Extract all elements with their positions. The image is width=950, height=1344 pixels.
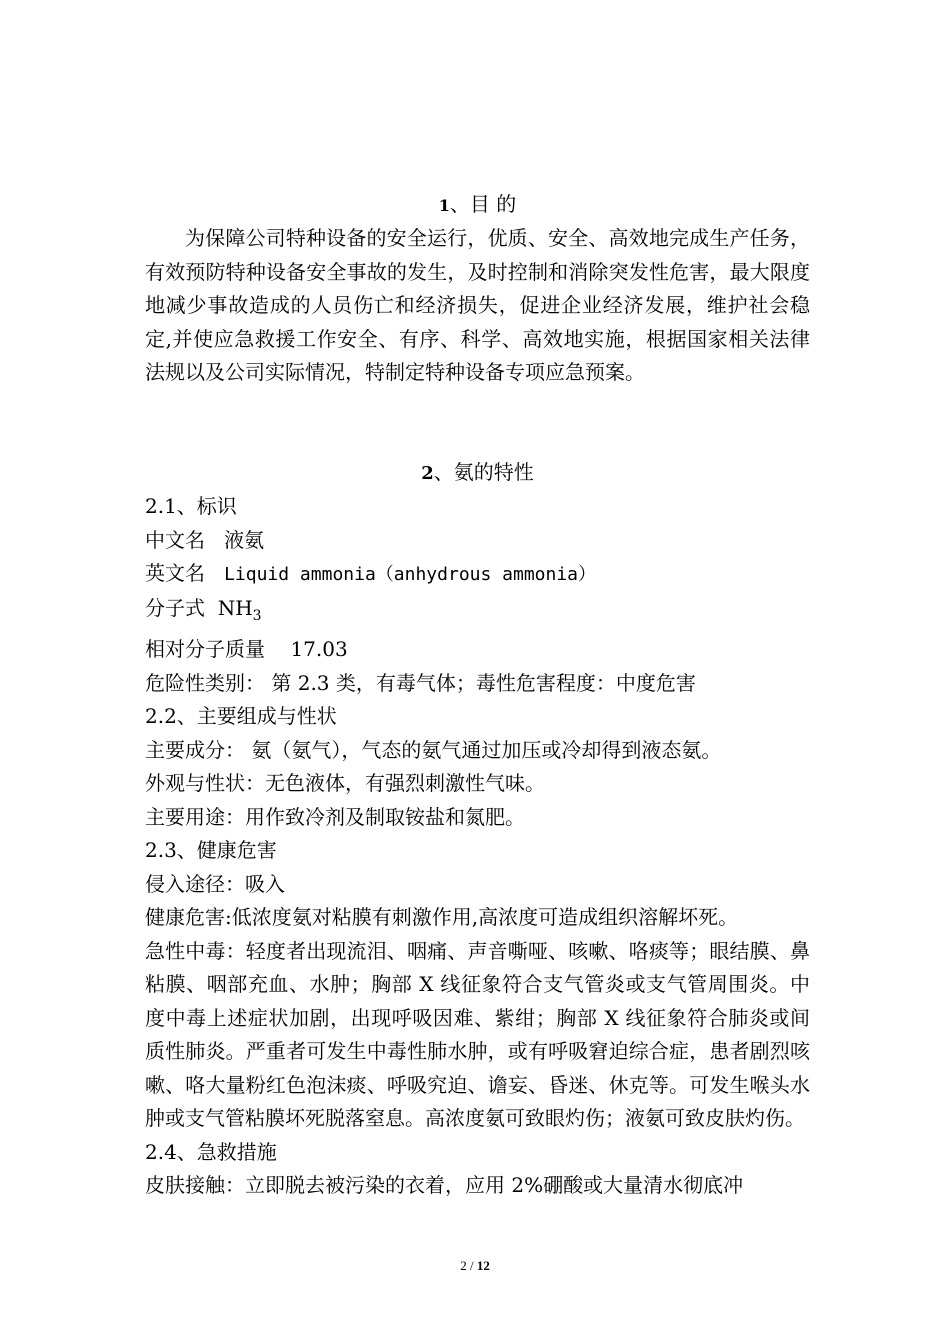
- composition: 主要成分： 氨（氨气），气态的氨气通过加压或冷却得到液态氨。: [145, 737, 722, 762]
- hazard-class: 危险性类别： 第 2.3 类，有毒气体；毒性危害程度：中度危害: [145, 670, 696, 695]
- molecular-mass-label: 相对分子质量: [145, 637, 265, 661]
- section-2-number: 2: [421, 463, 434, 484]
- subsection-2-3-title: 2.3、健康危害: [145, 838, 277, 862]
- appearance: 外观与性状：无色液体，有强烈刺激性气味。: [145, 771, 545, 795]
- section-1-heading: [145, 188, 810, 222]
- section-1-number: 1: [438, 196, 450, 215]
- formula-label: 分子式: [145, 595, 205, 620]
- subsection-2-2-title: 2.2、主要组成与性状: [145, 704, 337, 728]
- formula-subscript: 3: [252, 607, 262, 624]
- usage: 主要用途：用作致冷剂及制取铵盐和氮肥。: [145, 804, 525, 829]
- section-1-paragraph: 为保障公司特种设备的安全运行，优质、安全、高效地完成生产任务，有效预防特种设备安全事故的发生，及时控制和消除突发性危害，最大限度地减少事故造成的人员伤亡和经济损失，促进企业经济发展，维护社会稳定,并使应急救援工作安全、有序、科学、高效地实施，根据国家相关法律法规以及公司实际情况，特制定特种设备专项应急预案。: [145, 226, 810, 384]
- section-2-title: 、氨的特性: [433, 460, 534, 484]
- chinese-name-value: 液氨: [224, 527, 265, 552]
- page-number: [0, 1258, 950, 1274]
- english-name-row: [145, 557, 810, 592]
- health-hazard: 健康危害:低浓度氨对粘膜有刺激作用,高浓度可造成组织溶解坏死。: [145, 905, 739, 929]
- chinese-name-row: [145, 524, 810, 558]
- subsection-2-4-title: 2.4、急救措施: [145, 1139, 277, 1164]
- section-1-title: 、目 的: [449, 192, 517, 216]
- subsection-2-1-title: 2.1、标识: [145, 494, 237, 518]
- english-name-label: 英文名: [145, 561, 205, 585]
- english-name-value: Liquid ammonia（anhydrous ammonia）: [224, 564, 597, 585]
- section-2-body: [145, 490, 810, 1203]
- skin-contact: 皮肤接触：立即脱去被污染的衣着，应用 2%硼酸或大量清水彻底冲: [145, 1173, 744, 1197]
- section-2-heading: [145, 456, 810, 490]
- formula-row: [145, 592, 810, 634]
- page-total: 12: [476, 1258, 490, 1273]
- chinese-name-label: 中文名: [145, 527, 205, 552]
- formula-value: [217, 595, 262, 624]
- molecular-mass-value: 17.03: [290, 637, 348, 661]
- acute-poisoning: 急性中毒：轻度者出现流泪、咽痛、声音嘶哑、咳嗽、咯痰等；眼结膜、鼻粘膜、咽部充血、水肿；胸部 X 线征象符合支气管炎或支气管周围炎。中度中毒上述症状加剧，出现呼吸因难、紫绀；胸部 X 线征象符合肺炎或间质性肺炎。严重者可发生中毒性肺水肿，或有呼吸窘迫综合症，患者剧烈咳嗽、咯大量粉红色泡沫痰、呼吸究迫、谵妄、昏迷、休克等。可发生喉头水肿或支气管粘膜坏死脱落窒息。高浓度氨可致眼灼伤；液氨可致皮肤灼伤。: [145, 938, 810, 1130]
- page-current: 2: [460, 1258, 467, 1273]
- formula-main: NH: [217, 595, 253, 620]
- intake-route: 侵入途径：吸入: [145, 871, 285, 896]
- molecular-mass-row: [145, 633, 810, 667]
- page-separator: /: [466, 1258, 477, 1273]
